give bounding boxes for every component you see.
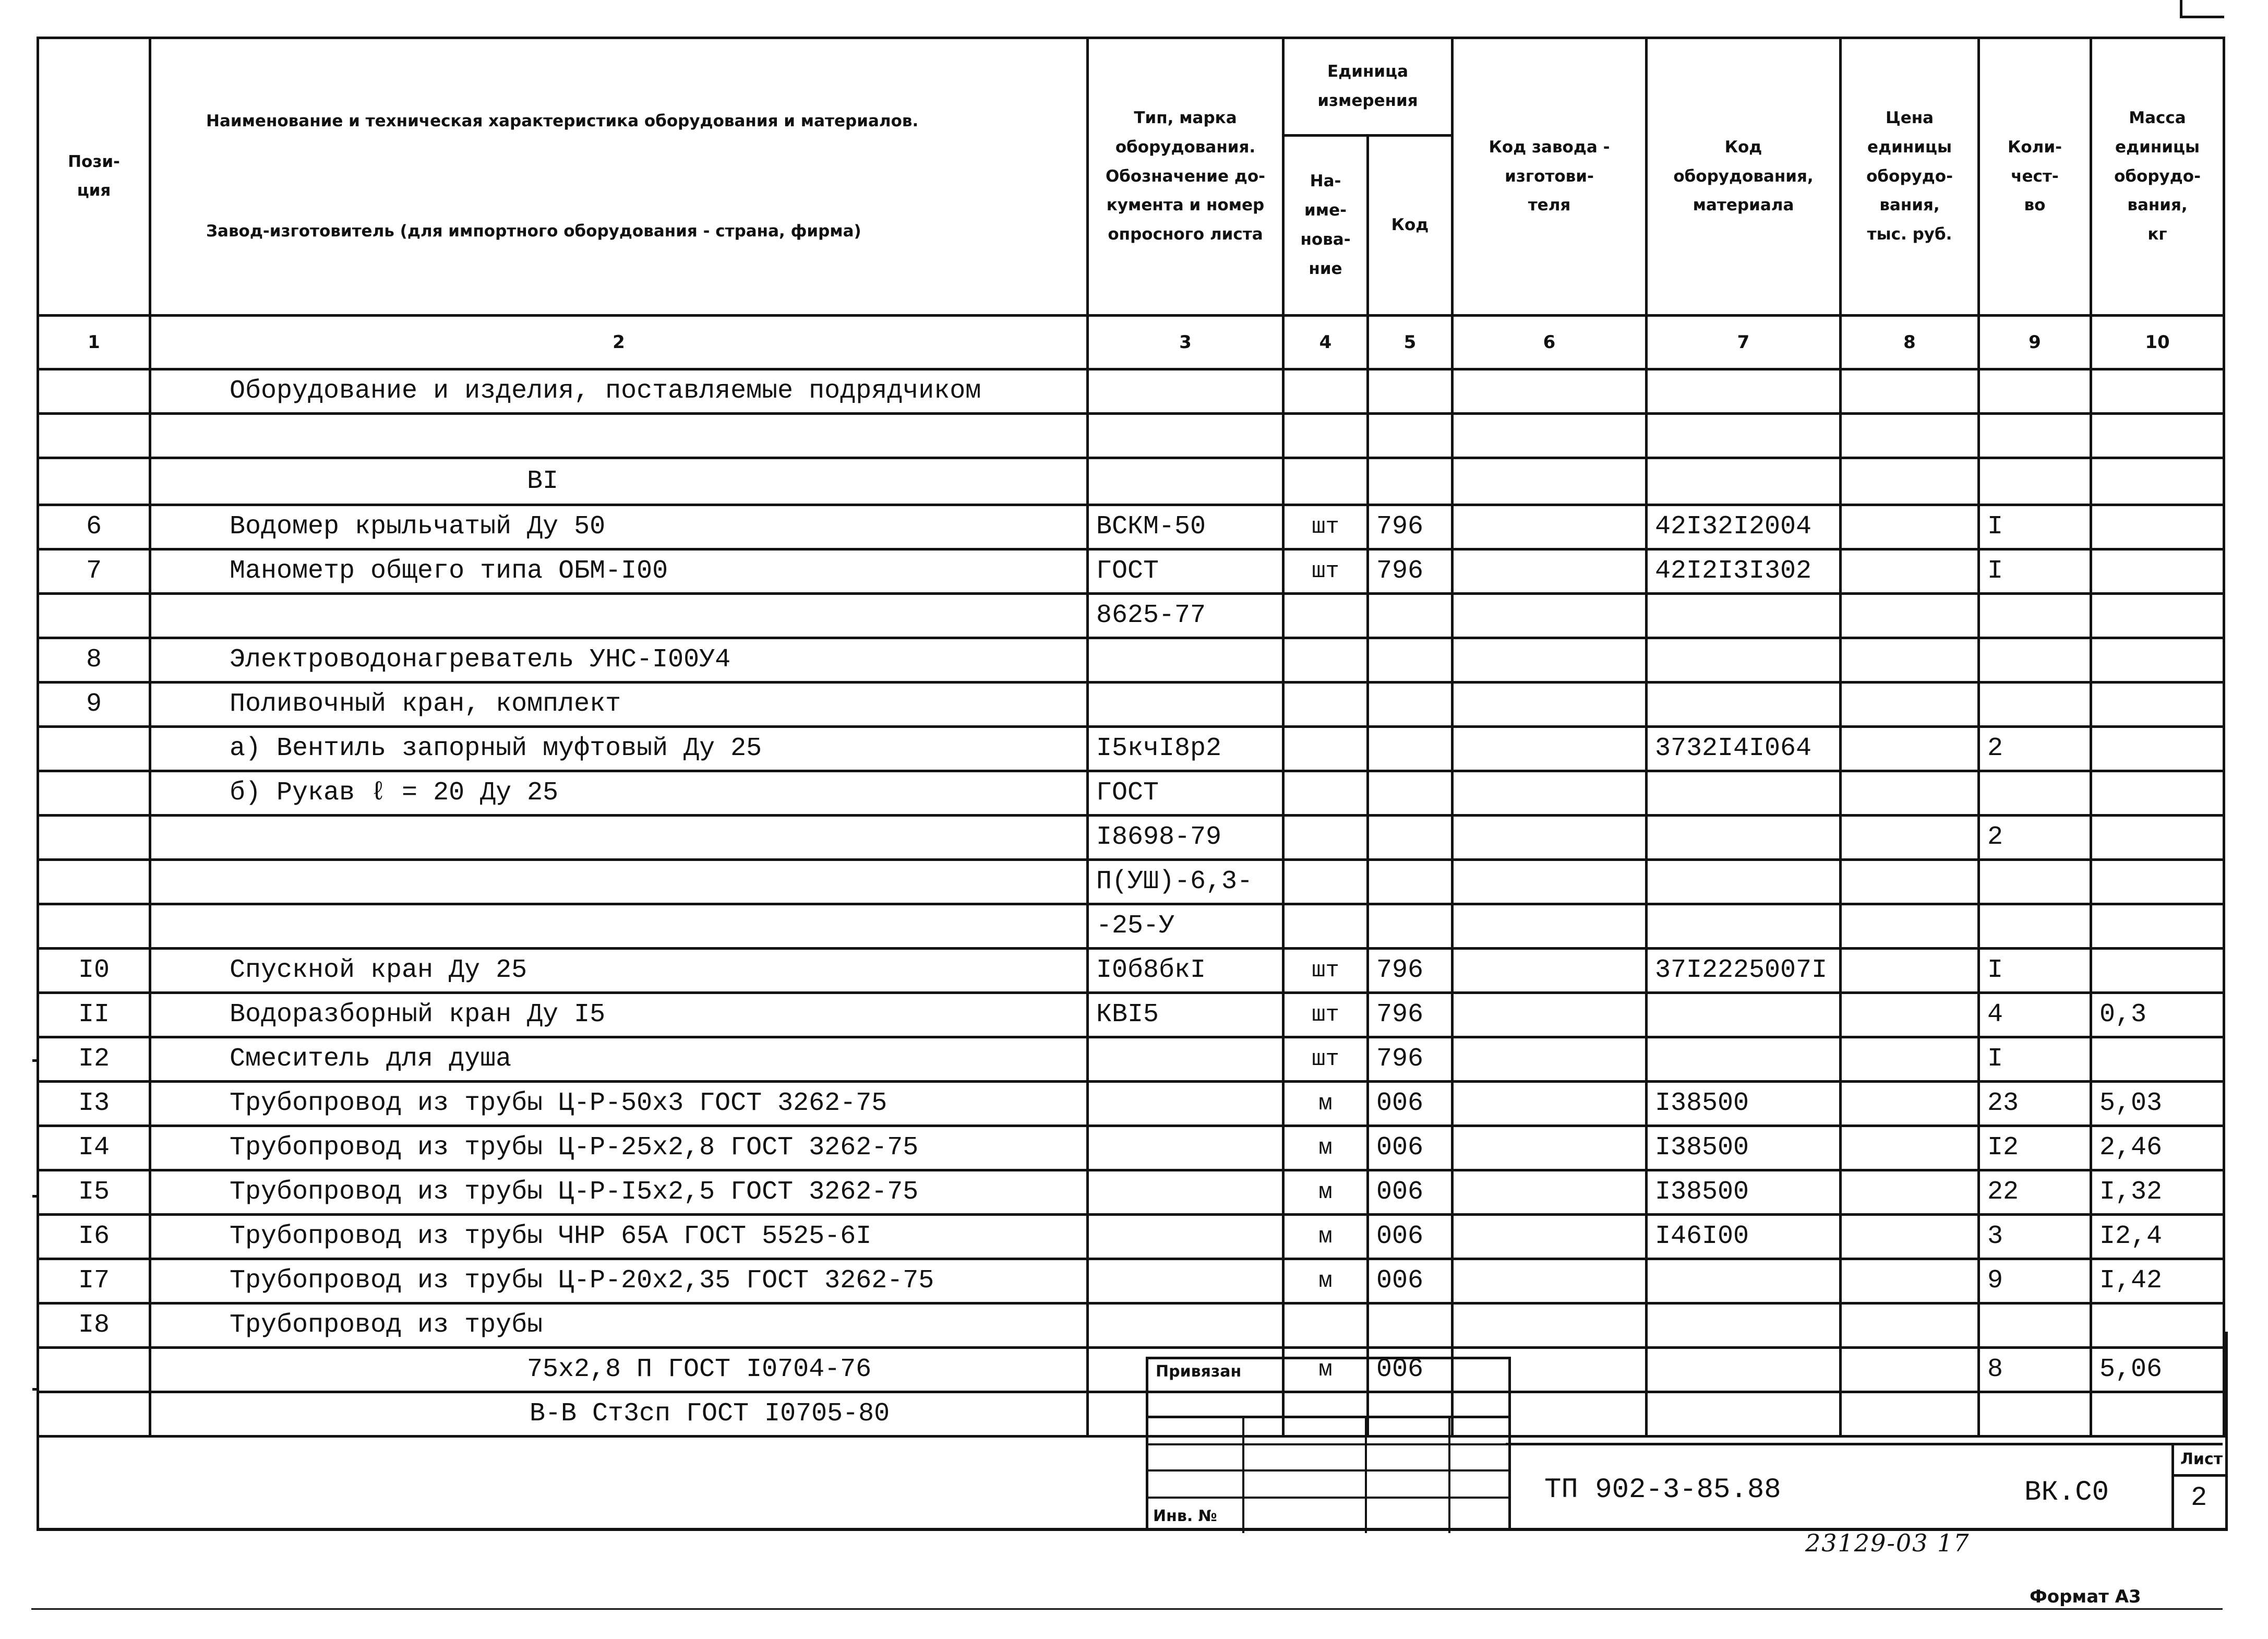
sheet-number: 2 bbox=[2191, 1482, 2207, 1513]
title-block-line bbox=[1506, 1443, 2223, 1445]
column-number: 2 bbox=[150, 315, 1088, 369]
header-unit-name: На- име- нова- ние bbox=[1283, 136, 1368, 316]
table-row bbox=[38, 593, 2224, 638]
cell-factory bbox=[1453, 458, 1647, 505]
cell-factory bbox=[1453, 1126, 1647, 1170]
cell-code bbox=[1368, 682, 1453, 726]
cell-pos: I0 bbox=[38, 948, 150, 992]
cell-qty: 3 bbox=[1979, 1214, 2091, 1259]
table-row bbox=[38, 1170, 2224, 1214]
cell-pos: I3 bbox=[38, 1081, 150, 1126]
cell-code bbox=[1368, 904, 1453, 948]
cell-factory bbox=[1453, 638, 1647, 682]
table-row bbox=[38, 1126, 2224, 1170]
cell-factory bbox=[1453, 505, 1647, 549]
cell-pos: II bbox=[38, 992, 150, 1037]
cell-mass bbox=[2091, 593, 2224, 638]
cell-name: Смеситель для душа bbox=[150, 1037, 1088, 1081]
cell-unit: м bbox=[1283, 1259, 1368, 1303]
cell-pos: I7 bbox=[38, 1259, 150, 1303]
cell-price bbox=[1841, 726, 1979, 771]
cell-code: 006 bbox=[1368, 1214, 1453, 1259]
stamp-grid-line bbox=[1365, 1418, 1367, 1533]
table-row bbox=[38, 505, 2224, 549]
inventory-label: Инв. № bbox=[1153, 1507, 1217, 1525]
stamp-grid-line bbox=[1448, 1418, 1450, 1533]
cell-price bbox=[1841, 638, 1979, 682]
cell-name: Трубопровод из трубы Ц-Р-50х3 ГОСТ 3262-75 bbox=[150, 1081, 1088, 1126]
cell-mass bbox=[2091, 458, 2224, 505]
cell-unit bbox=[1283, 413, 1368, 458]
header-factory-code: Код завода - изготови- теля bbox=[1453, 38, 1647, 316]
cell-mass bbox=[2091, 815, 2224, 859]
column-number: 9 bbox=[1979, 315, 2091, 369]
cell-code bbox=[1368, 638, 1453, 682]
cell-type: ВСКМ-50 bbox=[1088, 505, 1283, 549]
cell-qty bbox=[1979, 859, 2091, 904]
cell-mass bbox=[2091, 369, 2224, 413]
cell-unit bbox=[1283, 771, 1368, 815]
cell-qty: I bbox=[1979, 549, 2091, 593]
cell-factory bbox=[1453, 859, 1647, 904]
table-row bbox=[38, 859, 2224, 904]
cell-pos: I5 bbox=[38, 1170, 150, 1214]
cell-factory bbox=[1453, 1259, 1647, 1303]
cell-equip: 42I2I3I302 bbox=[1647, 549, 1841, 593]
table-row bbox=[38, 948, 2224, 992]
cell-name: Трубопровод из трубы Ц-Р-I5х2,5 ГОСТ 3262-75 bbox=[150, 1170, 1088, 1214]
sheet-box-divider bbox=[2174, 1474, 2225, 1477]
column-number: 4 bbox=[1283, 315, 1368, 369]
cell-name: Оборудование и изделия, поставляемые подрядчиком bbox=[150, 369, 1088, 413]
cell-mass: 5,03 bbox=[2091, 1081, 2224, 1126]
cell-mass: 5,06 bbox=[2091, 1347, 2224, 1392]
header-mass: Масса единицы оборудо- вания, кг bbox=[2091, 38, 2224, 316]
cell-unit bbox=[1283, 682, 1368, 726]
cell-name: Поливочный кран, комплект bbox=[150, 682, 1088, 726]
cell-code bbox=[1368, 413, 1453, 458]
cell-qty: 9 bbox=[1979, 1259, 2091, 1303]
cell-unit: м bbox=[1283, 1126, 1368, 1170]
cell-type bbox=[1088, 458, 1283, 505]
cell-unit bbox=[1283, 458, 1368, 505]
cell-price bbox=[1841, 904, 1979, 948]
cell-name: BI bbox=[150, 458, 1088, 505]
cell-code bbox=[1368, 369, 1453, 413]
cell-mass bbox=[2091, 726, 2224, 771]
approval-stamp bbox=[1146, 1357, 1511, 1530]
cell-code bbox=[1368, 726, 1453, 771]
cell-type: КВI5 bbox=[1088, 992, 1283, 1037]
cell-pos: I4 bbox=[38, 1126, 150, 1170]
cell-pos bbox=[38, 413, 150, 458]
cell-name: б) Рукав ℓ = 20 Ду 25 bbox=[150, 771, 1088, 815]
cell-type bbox=[1088, 682, 1283, 726]
cell-qty: 2 bbox=[1979, 726, 2091, 771]
cell-name bbox=[150, 593, 1088, 638]
cell-mass: 0,3 bbox=[2091, 992, 2224, 1037]
cell-name: а) Вентиль запорный муфтовый Ду 25 bbox=[150, 726, 1088, 771]
header-name-line1: Наименование и техническая характеристика оборудования и материалов. bbox=[206, 112, 919, 131]
column-number: 6 bbox=[1453, 315, 1647, 369]
table-row bbox=[38, 815, 2224, 859]
cell-price bbox=[1841, 948, 1979, 992]
cell-type bbox=[1088, 1170, 1283, 1214]
cell-unit bbox=[1283, 726, 1368, 771]
cell-unit bbox=[1283, 369, 1368, 413]
cell-name: Трубопровод из трубы Ц-Р-20х2,35 ГОСТ 3262-75 bbox=[150, 1259, 1088, 1303]
cell-equip: I46I00 bbox=[1647, 1214, 1841, 1259]
cell-qty bbox=[1979, 413, 2091, 458]
cell-code: 006 bbox=[1368, 1259, 1453, 1303]
table-row bbox=[38, 458, 2224, 505]
column-number: 8 bbox=[1841, 315, 1979, 369]
cell-equip bbox=[1647, 815, 1841, 859]
cell-type: 8625-77 bbox=[1088, 593, 1283, 638]
cell-mass: I,42 bbox=[2091, 1259, 2224, 1303]
cell-price bbox=[1841, 1081, 1979, 1126]
cell-pos bbox=[38, 815, 150, 859]
cell-price bbox=[1841, 593, 1979, 638]
cell-mass: 2,46 bbox=[2091, 1126, 2224, 1170]
cell-code bbox=[1368, 815, 1453, 859]
cell-name bbox=[150, 859, 1088, 904]
cell-price bbox=[1841, 458, 1979, 505]
column-number: 10 bbox=[2091, 315, 2224, 369]
header-name-line2: Завод-изготовитель (для импортного оборудования - страна, фирма) bbox=[206, 222, 861, 241]
cell-factory bbox=[1453, 948, 1647, 992]
cell-equip: I38500 bbox=[1647, 1170, 1841, 1214]
table-row bbox=[38, 1081, 2224, 1126]
column-number-row bbox=[38, 315, 2224, 369]
cell-type bbox=[1088, 413, 1283, 458]
cell-pos: I2 bbox=[38, 1037, 150, 1081]
cell-mass bbox=[2091, 948, 2224, 992]
cell-unit: шт bbox=[1283, 549, 1368, 593]
cell-equip bbox=[1647, 593, 1841, 638]
cell-unit: м bbox=[1283, 1081, 1368, 1126]
cell-pos: I6 bbox=[38, 1214, 150, 1259]
table-row bbox=[38, 1259, 2224, 1303]
cell-mass bbox=[2091, 682, 2224, 726]
margin-tick bbox=[32, 1388, 38, 1391]
cell-name: Спускной кран Ду 25 bbox=[150, 948, 1088, 992]
stamp-grid-line bbox=[1148, 1469, 1508, 1471]
cell-unit bbox=[1283, 815, 1368, 859]
cell-price bbox=[1841, 1170, 1979, 1214]
cell-code: 796 bbox=[1368, 549, 1453, 593]
cell-equip bbox=[1647, 992, 1841, 1037]
cell-mass bbox=[2091, 771, 2224, 815]
column-number: 5 bbox=[1368, 315, 1453, 369]
cell-type bbox=[1088, 369, 1283, 413]
table-row bbox=[38, 904, 2224, 948]
table-body bbox=[38, 369, 2224, 1436]
cell-qty: I bbox=[1979, 948, 2091, 992]
table-row bbox=[38, 549, 2224, 593]
cell-type: П(УШ)-6,3- bbox=[1088, 859, 1283, 904]
cell-pos bbox=[38, 593, 150, 638]
cell-name bbox=[150, 413, 1088, 458]
cell-unit: шт bbox=[1283, 505, 1368, 549]
cell-price bbox=[1841, 1126, 1979, 1170]
cell-mass bbox=[2091, 638, 2224, 682]
cell-factory bbox=[1453, 549, 1647, 593]
cell-unit bbox=[1283, 904, 1368, 948]
cell-name bbox=[150, 904, 1088, 948]
cell-pos bbox=[38, 369, 150, 413]
cell-qty bbox=[1979, 638, 2091, 682]
cell-price bbox=[1841, 369, 1979, 413]
margin-tick bbox=[32, 1059, 38, 1062]
cell-price bbox=[1841, 505, 1979, 549]
cell-unit: м bbox=[1283, 1214, 1368, 1259]
cell-code: 006 bbox=[1368, 1347, 1453, 1392]
cell-pos: 6 bbox=[38, 505, 150, 549]
table-row bbox=[38, 638, 2224, 682]
cell-price bbox=[1841, 1214, 1979, 1259]
cell-unit: шт bbox=[1283, 948, 1368, 992]
cell-name: Трубопровод из трубы Ц-Р-25х2,8 ГОСТ 3262-75 bbox=[150, 1126, 1088, 1170]
table-row bbox=[38, 1037, 2224, 1081]
cell-pos bbox=[38, 771, 150, 815]
cell-name bbox=[150, 815, 1088, 859]
cell-type: I5кчI8р2 bbox=[1088, 726, 1283, 771]
cell-equip: 37I2225007I bbox=[1647, 948, 1841, 992]
cell-code bbox=[1368, 859, 1453, 904]
cell-unit: шт bbox=[1283, 992, 1368, 1037]
cell-pos: I8 bbox=[38, 1303, 150, 1347]
cell-unit bbox=[1283, 638, 1368, 682]
document-mark: ВК.С0 bbox=[2024, 1477, 2109, 1509]
cell-code: 006 bbox=[1368, 1170, 1453, 1214]
cell-equip bbox=[1647, 638, 1841, 682]
corner-number bbox=[2189, 0, 2213, 14]
cell-factory bbox=[1453, 726, 1647, 771]
cell-qty: 22 bbox=[1979, 1170, 2091, 1214]
cell-factory bbox=[1453, 413, 1647, 458]
cell-qty bbox=[1979, 458, 2091, 505]
cell-type: I0б8бкI bbox=[1088, 948, 1283, 992]
header-name bbox=[150, 38, 1088, 316]
cell-price bbox=[1841, 1037, 1979, 1081]
cell-name: Водоразборный кран Ду I5 bbox=[150, 992, 1088, 1037]
sheet-number-box bbox=[2171, 1443, 2225, 1528]
cell-pos bbox=[38, 726, 150, 771]
cell-factory bbox=[1453, 992, 1647, 1037]
bottom-frame bbox=[37, 1332, 2228, 1531]
header-quantity: Коли- чест- во bbox=[1979, 38, 2091, 316]
cell-qty bbox=[1979, 593, 2091, 638]
cell-pos: 8 bbox=[38, 638, 150, 682]
table-row bbox=[38, 771, 2224, 815]
cell-equip bbox=[1647, 859, 1841, 904]
cell-pos bbox=[38, 859, 150, 904]
cell-unit: шт bbox=[1283, 1037, 1368, 1081]
cell-price bbox=[1841, 413, 1979, 458]
cell-factory bbox=[1453, 815, 1647, 859]
cell-code: 796 bbox=[1368, 505, 1453, 549]
cell-price bbox=[1841, 859, 1979, 904]
table-row bbox=[38, 682, 2224, 726]
cell-equip bbox=[1647, 771, 1841, 815]
cell-code bbox=[1368, 771, 1453, 815]
bottom-rule bbox=[31, 1608, 2223, 1610]
cell-type: -25-У bbox=[1088, 904, 1283, 948]
header-price: Цена единицы оборудо- вания, тыс. руб. bbox=[1841, 38, 1979, 316]
cell-equip bbox=[1647, 413, 1841, 458]
cell-price bbox=[1841, 771, 1979, 815]
cell-equip: 42I32I2004 bbox=[1647, 505, 1841, 549]
cell-factory bbox=[1453, 593, 1647, 638]
cell-qty bbox=[1979, 369, 2091, 413]
cell-equip bbox=[1647, 1037, 1841, 1081]
cell-factory bbox=[1453, 1170, 1647, 1214]
cell-mass bbox=[2091, 859, 2224, 904]
column-number: 3 bbox=[1088, 315, 1283, 369]
table-row bbox=[38, 726, 2224, 771]
cell-pos: 9 bbox=[38, 682, 150, 726]
specification-table bbox=[37, 37, 2225, 1438]
cell-pos bbox=[38, 458, 150, 505]
cell-price bbox=[1841, 815, 1979, 859]
cell-mass: I2,4 bbox=[2091, 1214, 2224, 1259]
column-number: 1 bbox=[38, 315, 150, 369]
cell-mass bbox=[2091, 904, 2224, 948]
cell-unit: м bbox=[1283, 1170, 1368, 1214]
cell-qty: 23 bbox=[1979, 1081, 2091, 1126]
table-row bbox=[38, 413, 2224, 458]
cell-type bbox=[1088, 1259, 1283, 1303]
table-row bbox=[38, 1214, 2224, 1259]
cell-price bbox=[1841, 992, 1979, 1037]
stamp-grid-line bbox=[1148, 1443, 1508, 1445]
header-type: Тип, марка оборудования. Обозначение до- кумента и номер опросного листа bbox=[1088, 38, 1283, 316]
cell-code: 006 bbox=[1368, 1126, 1453, 1170]
cell-price bbox=[1841, 682, 1979, 726]
cell-name: Манометр общего типа ОБМ-I00 bbox=[150, 549, 1088, 593]
cell-type bbox=[1088, 638, 1283, 682]
cell-type: ГОСТ bbox=[1088, 549, 1283, 593]
header-unit-code: Код bbox=[1368, 136, 1453, 316]
cell-qty bbox=[1979, 771, 2091, 815]
cell-type bbox=[1088, 1081, 1283, 1126]
cell-code: 796 bbox=[1368, 1037, 1453, 1081]
cell-name: Трубопровод из трубы bbox=[150, 1303, 1088, 1347]
cell-qty: 4 bbox=[1979, 992, 2091, 1037]
cell-mass bbox=[2091, 505, 2224, 549]
cell-equip: I38500 bbox=[1647, 1081, 1841, 1126]
format-label: Формат А3 bbox=[2030, 1586, 2141, 1607]
cell-equip bbox=[1647, 1259, 1841, 1303]
cell-unit bbox=[1283, 593, 1368, 638]
cell-equip bbox=[1647, 904, 1841, 948]
cell-price bbox=[1841, 1259, 1979, 1303]
cell-type: I8698-79 bbox=[1088, 815, 1283, 859]
cell-equip bbox=[1647, 369, 1841, 413]
cell-type bbox=[1088, 1126, 1283, 1170]
cell-qty: 2 bbox=[1979, 815, 2091, 859]
table-row bbox=[38, 369, 2224, 413]
cell-factory bbox=[1453, 1081, 1647, 1126]
cell-equip bbox=[1647, 682, 1841, 726]
cell-factory bbox=[1453, 682, 1647, 726]
sheet-label: Лист bbox=[2180, 1450, 2223, 1468]
cell-type bbox=[1088, 1214, 1283, 1259]
cell-code bbox=[1368, 593, 1453, 638]
header-equipment-code: Код оборудования, материала bbox=[1647, 38, 1841, 316]
cell-mass bbox=[2091, 549, 2224, 593]
cell-code: 006 bbox=[1368, 1081, 1453, 1126]
attached-label: Привязан bbox=[1156, 1362, 1242, 1381]
cell-pos: 7 bbox=[38, 549, 150, 593]
cell-qty: I bbox=[1979, 1037, 2091, 1081]
header-unit-group: Единица измерения bbox=[1283, 38, 1453, 136]
cell-name: Трубопровод из трубы ЧНР 65А ГОСТ 5525-6I bbox=[150, 1214, 1088, 1259]
header-position: Пози- ция bbox=[38, 38, 150, 316]
table-row bbox=[38, 992, 2224, 1037]
cell-factory bbox=[1453, 369, 1647, 413]
cell-factory bbox=[1453, 771, 1647, 815]
cell-type bbox=[1088, 1037, 1283, 1081]
cell-code bbox=[1368, 458, 1453, 505]
archive-number: 23129-03 17 bbox=[1805, 1529, 1970, 1557]
stamp-grid-line bbox=[1148, 1497, 1508, 1499]
cell-type: ГОСТ bbox=[1088, 771, 1283, 815]
cell-qty: I bbox=[1979, 505, 2091, 549]
cell-mass bbox=[2091, 413, 2224, 458]
cell-pos bbox=[38, 904, 150, 948]
document-code: ТП 902-3-85.88 bbox=[1544, 1474, 1781, 1506]
cell-qty: I2 bbox=[1979, 1126, 2091, 1170]
cell-factory bbox=[1453, 904, 1647, 948]
cell-qty bbox=[1979, 904, 2091, 948]
stamp-grid-line bbox=[1242, 1418, 1244, 1533]
cell-code: 796 bbox=[1368, 992, 1453, 1037]
cell-name: Водомер крыльчатый Ду 50 bbox=[150, 505, 1088, 549]
margin-tick bbox=[32, 1195, 38, 1198]
cell-factory bbox=[1453, 1214, 1647, 1259]
cell-unit: м bbox=[1283, 1347, 1368, 1392]
cell-name: Электроводонагреватель УНС-I00У4 bbox=[150, 638, 1088, 682]
cell-unit bbox=[1283, 859, 1368, 904]
column-number: 7 bbox=[1647, 315, 1841, 369]
cell-factory bbox=[1453, 1037, 1647, 1081]
cell-qty: 8 bbox=[1979, 1347, 2091, 1392]
cell-equip: 3732I4I064 bbox=[1647, 726, 1841, 771]
cell-mass bbox=[2091, 1037, 2224, 1081]
cell-name: В-В Ст3сп ГОСТ I0705-80 bbox=[150, 1392, 1088, 1436]
cell-equip: I38500 bbox=[1647, 1126, 1841, 1170]
cell-qty bbox=[1979, 682, 2091, 726]
cell-equip bbox=[1647, 458, 1841, 505]
cell-mass: I,32 bbox=[2091, 1170, 2224, 1214]
cell-name: 75х2,8 П ГОСТ I0704-76 bbox=[150, 1347, 1088, 1392]
cell-price bbox=[1841, 549, 1979, 593]
cell-code: 796 bbox=[1368, 948, 1453, 992]
